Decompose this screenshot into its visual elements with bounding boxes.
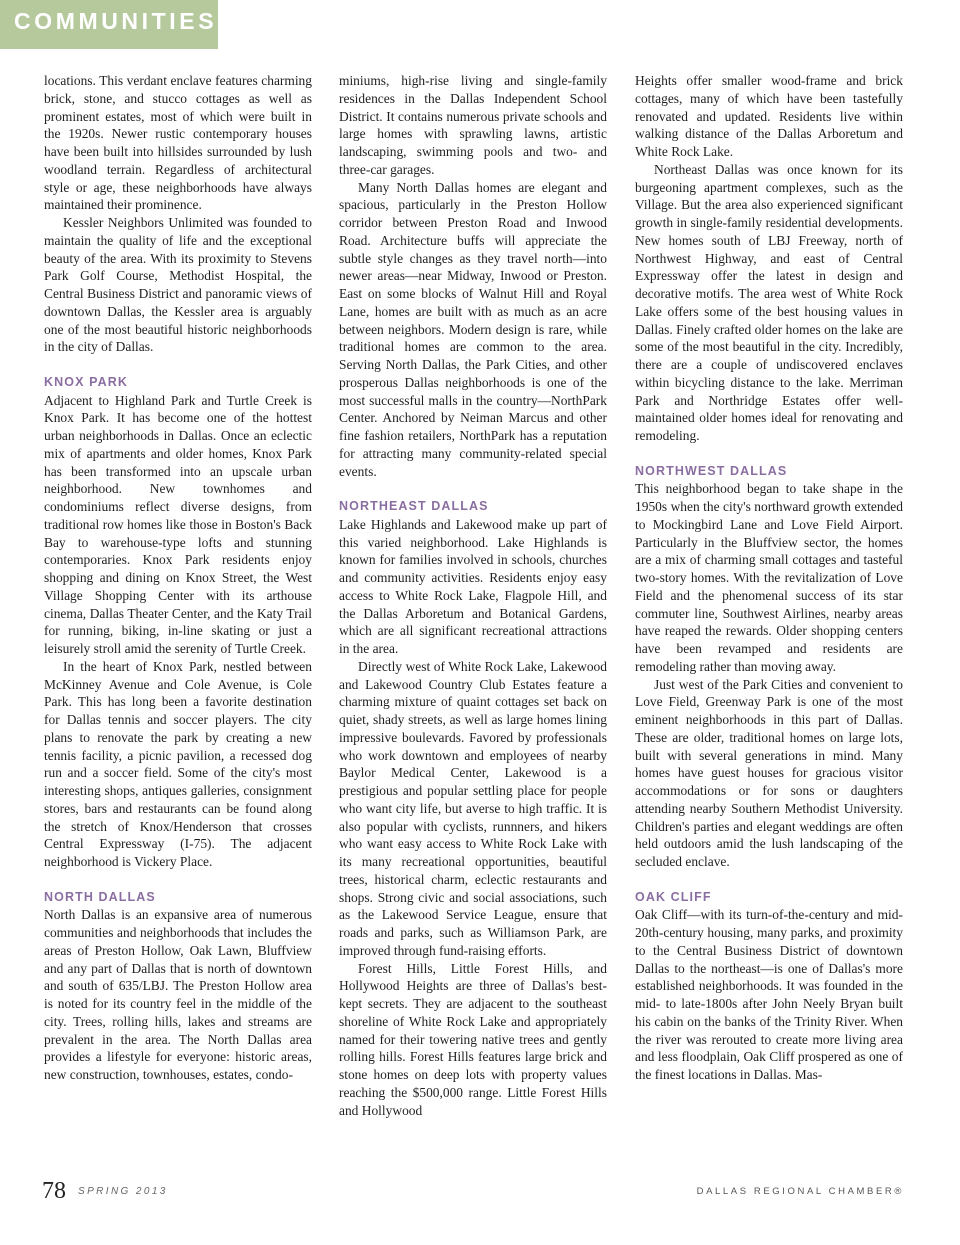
section-title: COMMUNITIES: [14, 8, 218, 34]
page-number: 78: [42, 1178, 66, 1204]
article-column-1: [44, 72, 312, 1084]
paragraph: This neighborhood began to take shape in the 1950s when the city's northward growth extended to Mockingbird Lane and Love Field Airport. Particularly in the Bluffview sector, the homes are a mix of charming small cottages and tasteful two-story homes. With the revitalization of Love Field and the phenomenal success of its star commuter line, Southwest Airlines, nearby areas have reaped the rewards. Older shopping centers have been revamped and residents are remodeling rather than moving away.: [635, 481, 903, 674]
section-heading-knox-park: KNOX PARK: [44, 374, 128, 389]
paragraph: Kessler Neighbors Unlimited was founded to maintain the quality of life and the exceptional beauty of the area. With its proximity to Stevens Park Golf Course, Methodist Hospital, the Central Business District and panoramic views of downtown Dallas, the Kessler area is arguably one of the most beautiful historic neighborhoods in the city of Dallas.: [44, 215, 312, 355]
paragraph: locations. This verdant enclave features charming brick, stone, and stucco cottages as well as prominent estates, most of which were built in the 1920s. Newer rustic contemporary houses have been built into hillsides surrounded by lush woodland terrain. Regardless of architectural style or age, these neighborhoods have always maintained their prominence.: [44, 73, 312, 213]
paragraph: miniums, high-rise living and single-family residences in the Dallas Independent School District. It contains numerous private schools and large homes with sprawling lawns, artistic landscaping, swimming pools and two- and three-car garages.: [339, 73, 607, 177]
paragraph: Adjacent to Highland Park and Turtle Creek is Knox Park. It has become one of the hottest urban neighborhoods in Dallas. Once an eclectic mix of apartments and older homes, Knox Park has been transformed into an upscale urban neighborhood. New townhomes and condominiums reflect diverse designs, from traditional row homes like those in Boston's Back Bay to warehouse-type lofts and stunning contemporaries. Knox Park residents enjoy shopping and dining on Knox Street, the West Village Shopping Center with its arthouse cinema, Dallas Theater Center, and the Katy Trail for running, biking, in-line skating or just a leisurely stroll amid the serenity of Turtle Creek.: [44, 392, 312, 656]
page-footer: [0, 1176, 960, 1216]
article-column-3: [635, 72, 903, 1084]
paragraph: In the heart of Knox Park, nestled between McKinney Avenue and Cole Avenue, is Cole Park. This has long been a favorite destination for Dallas tennis and soccer players. The city plans to renovate the park by creating a new tennis facility, a picnic pavilion, a recessed dog run and a soccer field. Some of the city's most interesting shops, antiques galleries, consignment stores, bars and restaurants can be found along the stretch of Knox/Henderson that crosses Central Expressway (I-75). The adjacent neighborhood is Vickery Place.: [44, 658, 312, 869]
section-heading-northwest-dallas: NORTHWEST DALLAS: [635, 463, 788, 478]
section-heading-oak-cliff: OAK CLIFF: [635, 889, 712, 904]
paragraph: Many North Dallas homes are elegant and spacious, particularly in the Preston Hollow corridor between Preston Road and Inwood Road. Architecture buffs will appreciate the subtle style changes as they travel north—into newer areas—near Midway, Inwood or Preston. East on some blocks of Walnut Hill and Royal Lane, homes are built with as much as an acre between neighbors. Modern design is rare, while traditional homes are common to the area. Serving North Dallas, the Park Cities, and other prosperous Dallas neighborhoods is one of the most successful malls in the country—NorthPark Center. Anchored by Neiman Marcus and other fine fashion retailers, NorthPark has a reputation for attracting many community-related special events.: [339, 179, 607, 479]
paragraph: Forest Hills, Little Forest Hills, and Hollywood Heights are three of Dallas's best-kept secrets. They are adjacent to the southeast shoreline of White Rock Lake and appropriately named for their towering native trees and gently rolling hills. Forest Hills features large brick and stone homes on deep lots with property values reaching the $500,000 range. Little Forest Hills and Hollywood: [339, 960, 607, 1118]
section-tab: [0, 0, 218, 49]
article-column-2: [339, 72, 607, 1119]
paragraph: Northeast Dallas was once known for its burgeoning apartment complexes, such as the Village. But the area also experienced significant growth in single-family residential developments. New homes south of LBJ Freeway, north of Northwest Highway, and east of Central Expressway offer the latest in design and decorative motifs. The area west of White Rock Lake offers some of the best housing values in Dallas. Finely crafted older homes on the lake are some of the most beautiful in the city. Incredibly, there are a couple of undiscovered enclaves within bicycling distance to the lake. Merriman Park and Northridge Estates offer well-maintained older homes ideal for renovating and remodeling.: [635, 161, 903, 443]
paragraph: Directly west of White Rock Lake, Lakewood and Lakewood Country Club Estates feature a charming mixture of quaint cottages set back on quiet, shady streets, as well as large homes lining impressive boulevards. Favored by professionals who work downtown and employees of nearby Baylor Medical Center, Lakewood is a prestigious and popular settling place for people who want city life, but averse to high traffic. It is also popular with cyclists, runnners, and hikers who want easy access to White Rock Lake with its many recreational opportunities, beautiful trees, historical charm, eclectic restaurants and shops. Strong civic and social associations, such as the Lakewood Service League, ensure that roads and parks, such as Williamson Park, are improved through fund-raising efforts.: [339, 658, 607, 958]
publisher-label: DALLAS REGIONAL CHAMBER®: [696, 1186, 904, 1197]
section-heading-northeast-dallas: NORTHEAST DALLAS: [339, 499, 489, 513]
paragraph: Oak Cliff—with its turn-of-the-century and mid-20th-century housing, many parks, and proximity to the Central Business District of downtown Dallas to the northeast—is one of Dallas's more established neighborhoods. It was founded in the mid- to late-1800s after John Neely Bryan built his cabin on the banks of the Trinity River. When the river was rerouted to create more living area and less floodplain, Oak Cliff prospered as one of the finest locations in Dallas. Mas-: [635, 907, 903, 1082]
issue-label: SPRING 2013: [78, 1186, 168, 1197]
section-heading-north-dallas: NORTH DALLAS: [44, 889, 156, 904]
paragraph: Lake Highlands and Lakewood make up part of this varied neighborhood. Lake Highlands is known for families involved in schools, churches and community activities. Residents enjoy easy access to White Rock Lake, Flagpole Hill, and the Dallas Arboretum and Botanical Gardens, which are all significant recreational attractions in the area.: [339, 516, 607, 656]
paragraph: Just west of the Park Cities and convenient to Love Field, Greenway Park is one of the most eminent neighborhoods in this part of Dallas. These are older, traditional homes on large lots, built with several generations in mind. Many homes have guest houses for gracious visitor accommodations or for sons or daughters attending nearby Southern Methodist University. Children's parties and elegant weddings are often held outdoors amid the lush landscaping of the secluded enclave.: [635, 676, 903, 869]
paragraph: North Dallas is an expansive area of numerous communities and neighborhoods that includes the areas of Preston Hollow, Oak Lawn, Bluffview and any part of Dallas that is north of downtown and south of 635/LBJ. The Preston Hollow area is noted for its country feel in the middle of the city. Trees, rolling hills, lakes and streams are prevalent in the area. The North Dallas area provides a lifestyle for everyone: historic areas, new construction, townhouses, estates, condo-: [44, 907, 312, 1082]
paragraph: Heights offer smaller wood-frame and brick cottages, many of which have been tastefully renovated and updated. Residents live within walking distance of the Dallas Arboretum and White Rock Lake.: [635, 73, 903, 159]
